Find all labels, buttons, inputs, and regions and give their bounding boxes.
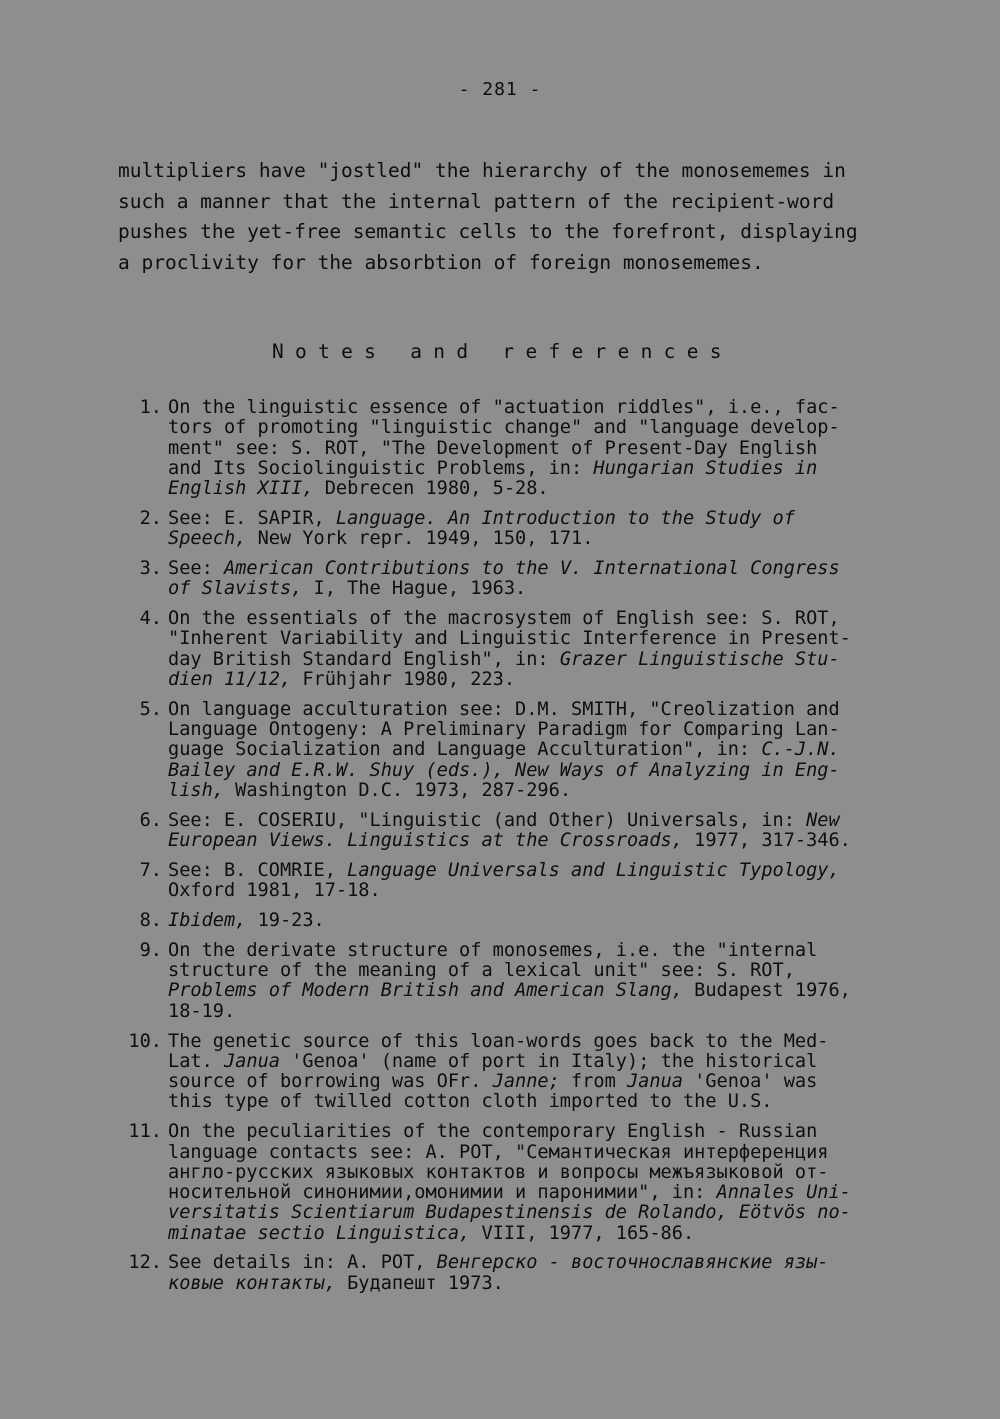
reference-text: day British Standard English", in: <box>168 648 560 670</box>
reference-text: structure of the meaning of a lexical unit" see: S. ROT, <box>168 960 795 982</box>
reference-item <box>118 398 918 499</box>
reference-italic-text: Janua <box>626 1071 683 1093</box>
reference-italic-text: C.-J.N. <box>761 739 840 761</box>
reference-item <box>118 609 918 690</box>
reference-text: language contacts see: A. POT, "Семантическая интерференция <box>168 1141 829 1163</box>
reference-line <box>168 629 918 649</box>
reference-italic-text: Ibidem, <box>168 910 247 932</box>
reference-text: Oxford 1981, 17-18. <box>168 880 381 902</box>
reference-line <box>168 1274 918 1294</box>
reference-text: See: B. COMRIE, <box>168 859 348 881</box>
reference-number: 10. <box>128 1030 162 1052</box>
body-line: pushes the yet-free semantic cells to the forefront, displaying <box>118 220 858 243</box>
reference-line <box>168 831 918 851</box>
references-list <box>118 398 918 1304</box>
reference-text: Washington D.C. 1973, 287-296. <box>223 780 572 802</box>
reference-line <box>168 761 918 781</box>
reference-line <box>168 1122 918 1142</box>
reference-line <box>168 609 918 629</box>
reference-line <box>168 861 918 881</box>
reference-italic-text: lish, <box>168 780 224 802</box>
reference-line <box>168 1203 918 1223</box>
reference-text: носительной синонимии,омонимии и паронимии", in: <box>168 1182 717 1204</box>
reference-text: On the peculiarities of the contemporary English - Russian <box>168 1121 818 1143</box>
reference-line <box>168 1002 918 1022</box>
reference-text: On language acculturation see: D.M. SMITH, "Creolization and <box>168 698 840 720</box>
body-paragraph <box>118 156 918 278</box>
reference-italic-text: Language Universals and Linguistic Typology, <box>347 859 840 881</box>
reference-italic-text: Grazer Linguistische Stu- <box>559 648 840 670</box>
reference-line <box>168 650 918 670</box>
reference-text: from <box>559 1071 627 1093</box>
reference-text: 1977, 317-346. <box>682 830 851 852</box>
notes-heading: Notes and references <box>272 340 733 363</box>
reference-line <box>168 1072 918 1092</box>
reference-line <box>168 881 918 901</box>
reference-line <box>168 459 918 479</box>
reference-text: I, The Hague, 1963. <box>302 578 527 600</box>
reference-line <box>168 418 918 438</box>
reference-line <box>168 670 918 690</box>
reference-text: See details in: A. POT, <box>168 1252 437 1274</box>
reference-italic-text: dien 11/12, <box>168 669 292 691</box>
reference-italic-text: American Contributions to the V. International Congress <box>223 558 840 580</box>
reference-line <box>168 941 918 961</box>
reference-line <box>168 740 918 760</box>
reference-text: See: E. COSERIU, "Linguistic (and Other) Universals, in: <box>168 809 807 831</box>
reference-italic-text: Janua <box>223 1050 280 1072</box>
reference-italic-text: versitatis Scientiarum Budapestinensis de Rolando, Eötvös no- <box>168 1202 851 1224</box>
reference-number: 6. <box>139 809 162 831</box>
reference-text: See: E. SAPIR, <box>168 507 336 529</box>
reference-item <box>118 509 918 550</box>
reference-line <box>168 1143 918 1163</box>
reference-italic-text: English XIII, <box>168 478 314 500</box>
reference-line <box>168 398 918 418</box>
reference-line <box>168 1253 918 1273</box>
reference-text: Будапешт 1973. <box>335 1272 504 1294</box>
reference-line <box>168 479 918 499</box>
reference-italic-text: minatae sectio Linguistica, <box>168 1222 471 1244</box>
reference-text: ment" see: S. ROT, "The Development of Present-Day English <box>168 437 818 459</box>
reference-line <box>168 961 918 981</box>
reference-text: and Its Sociolinguistic Problems, in: <box>168 457 594 479</box>
reference-text: this type of twilled cotton cloth imported to the U.S. <box>168 1091 773 1113</box>
reference-line <box>168 811 918 831</box>
reference-line <box>168 529 918 549</box>
reference-text: guage Socialization and Language Acculturation", in: <box>168 739 762 761</box>
reference-text: source of borrowing was OFr. <box>168 1071 493 1093</box>
reference-item <box>118 1032 918 1113</box>
reference-italic-text: Annales Uni- <box>716 1182 851 1204</box>
reference-line <box>168 439 918 459</box>
reference-text: Lat. <box>168 1050 224 1072</box>
reference-number: 4. <box>139 608 162 630</box>
reference-text: 18-19. <box>168 1000 236 1022</box>
reference-item <box>118 911 918 931</box>
reference-number: 2. <box>139 507 162 529</box>
reference-line <box>168 1224 918 1244</box>
reference-italic-text: Hungarian Studies in <box>593 457 818 479</box>
reference-text: Language Ontogeny: A Preliminary Paradigm for Comparing Lan- <box>168 719 840 741</box>
reference-number: 8. <box>139 910 162 932</box>
reference-text: tors of promoting "linguistic change" and "language develop- <box>168 417 840 439</box>
reference-item <box>118 1253 918 1294</box>
reference-text: "Inherent Variability and Linguistic Interference in Present- <box>168 628 851 650</box>
reference-item <box>118 861 918 902</box>
reference-line <box>168 1092 918 1112</box>
reference-line <box>168 509 918 529</box>
reference-number: 7. <box>139 859 162 881</box>
reference-number: 9. <box>139 939 162 961</box>
reference-text: 'Genoa' (name of port in Italy); the historical <box>279 1050 818 1072</box>
reference-italic-text: Janne; <box>492 1071 560 1093</box>
reference-item <box>118 559 918 600</box>
reference-line <box>168 579 918 599</box>
reference-text: On the essentials of the macrosystem of English see: S. ROT, <box>168 608 840 630</box>
page-number: - 281 - <box>458 79 542 100</box>
reference-number: 12. <box>128 1252 162 1274</box>
reference-text: New York repr. 1949, 150, 171. <box>246 528 594 550</box>
reference-number: 1. <box>139 397 162 418</box>
reference-line <box>168 559 918 579</box>
reference-text: On the linguistic essence of "actuation riddles", i.e., fac- <box>168 397 840 418</box>
reference-italic-text: European Views. Linguistics at the Crossroads, <box>168 830 683 852</box>
body-line: such a manner that the internal pattern of the recipient-word <box>118 189 835 213</box>
body-line: a proclivity for the absorbtion of foreign monosememes. <box>118 250 764 274</box>
body-line: multipliers have "jostled" the hierarchy of the monosememes in <box>118 159 846 182</box>
reference-text: On the derivate structure of monosemes, i.e. the "internal <box>168 939 818 961</box>
reference-italic-text: New <box>806 809 840 831</box>
reference-text: 'Genoa' was <box>682 1071 818 1093</box>
reference-line <box>168 1052 918 1072</box>
reference-italic-text: Bailey and E.R.W. Shuy (eds.), New Ways of Analyzing in Eng- <box>168 759 840 781</box>
reference-number: 11. <box>128 1121 162 1143</box>
reference-line <box>168 720 918 740</box>
reference-italic-text: Венгерско - восточнославянские язы- <box>436 1252 829 1274</box>
reference-number: 5. <box>139 698 162 720</box>
reference-line <box>168 1032 918 1052</box>
reference-italic-text: Language. An Introduction to the Study of <box>335 507 795 529</box>
reference-text: англо-русских языковых контактов и вопросы межъязыковой от- <box>168 1161 829 1183</box>
reference-line <box>168 911 918 931</box>
reference-italic-text: Speech, <box>168 528 247 550</box>
reference-italic-text: Problems of Modern British and American Slang, <box>168 980 683 1002</box>
reference-text: The genetic source of this loan-words goes back to the Med- <box>168 1030 829 1052</box>
reference-line <box>168 981 918 1001</box>
reference-italic-text: of Slavists, <box>168 578 303 600</box>
reference-italic-text: ковые контакты, <box>168 1272 336 1294</box>
reference-line <box>168 700 918 720</box>
reference-line <box>168 781 918 801</box>
reference-item <box>118 941 918 1022</box>
reference-text: Frühjahr 1980, 223. <box>291 669 516 691</box>
reference-number: 3. <box>139 558 162 580</box>
reference-text: See: <box>168 558 224 580</box>
reference-item <box>118 811 918 852</box>
reference-text: Budapest 1976, <box>682 980 851 1002</box>
reference-text: VIII, 1977, 165-86. <box>470 1222 695 1244</box>
reference-text: 19-23. <box>246 910 325 932</box>
reference-item <box>118 1122 918 1244</box>
reference-item <box>118 700 918 801</box>
reference-text: Debrecen 1980, 5-28. <box>313 478 549 500</box>
reference-line <box>168 1183 918 1203</box>
reference-line <box>168 1163 918 1183</box>
